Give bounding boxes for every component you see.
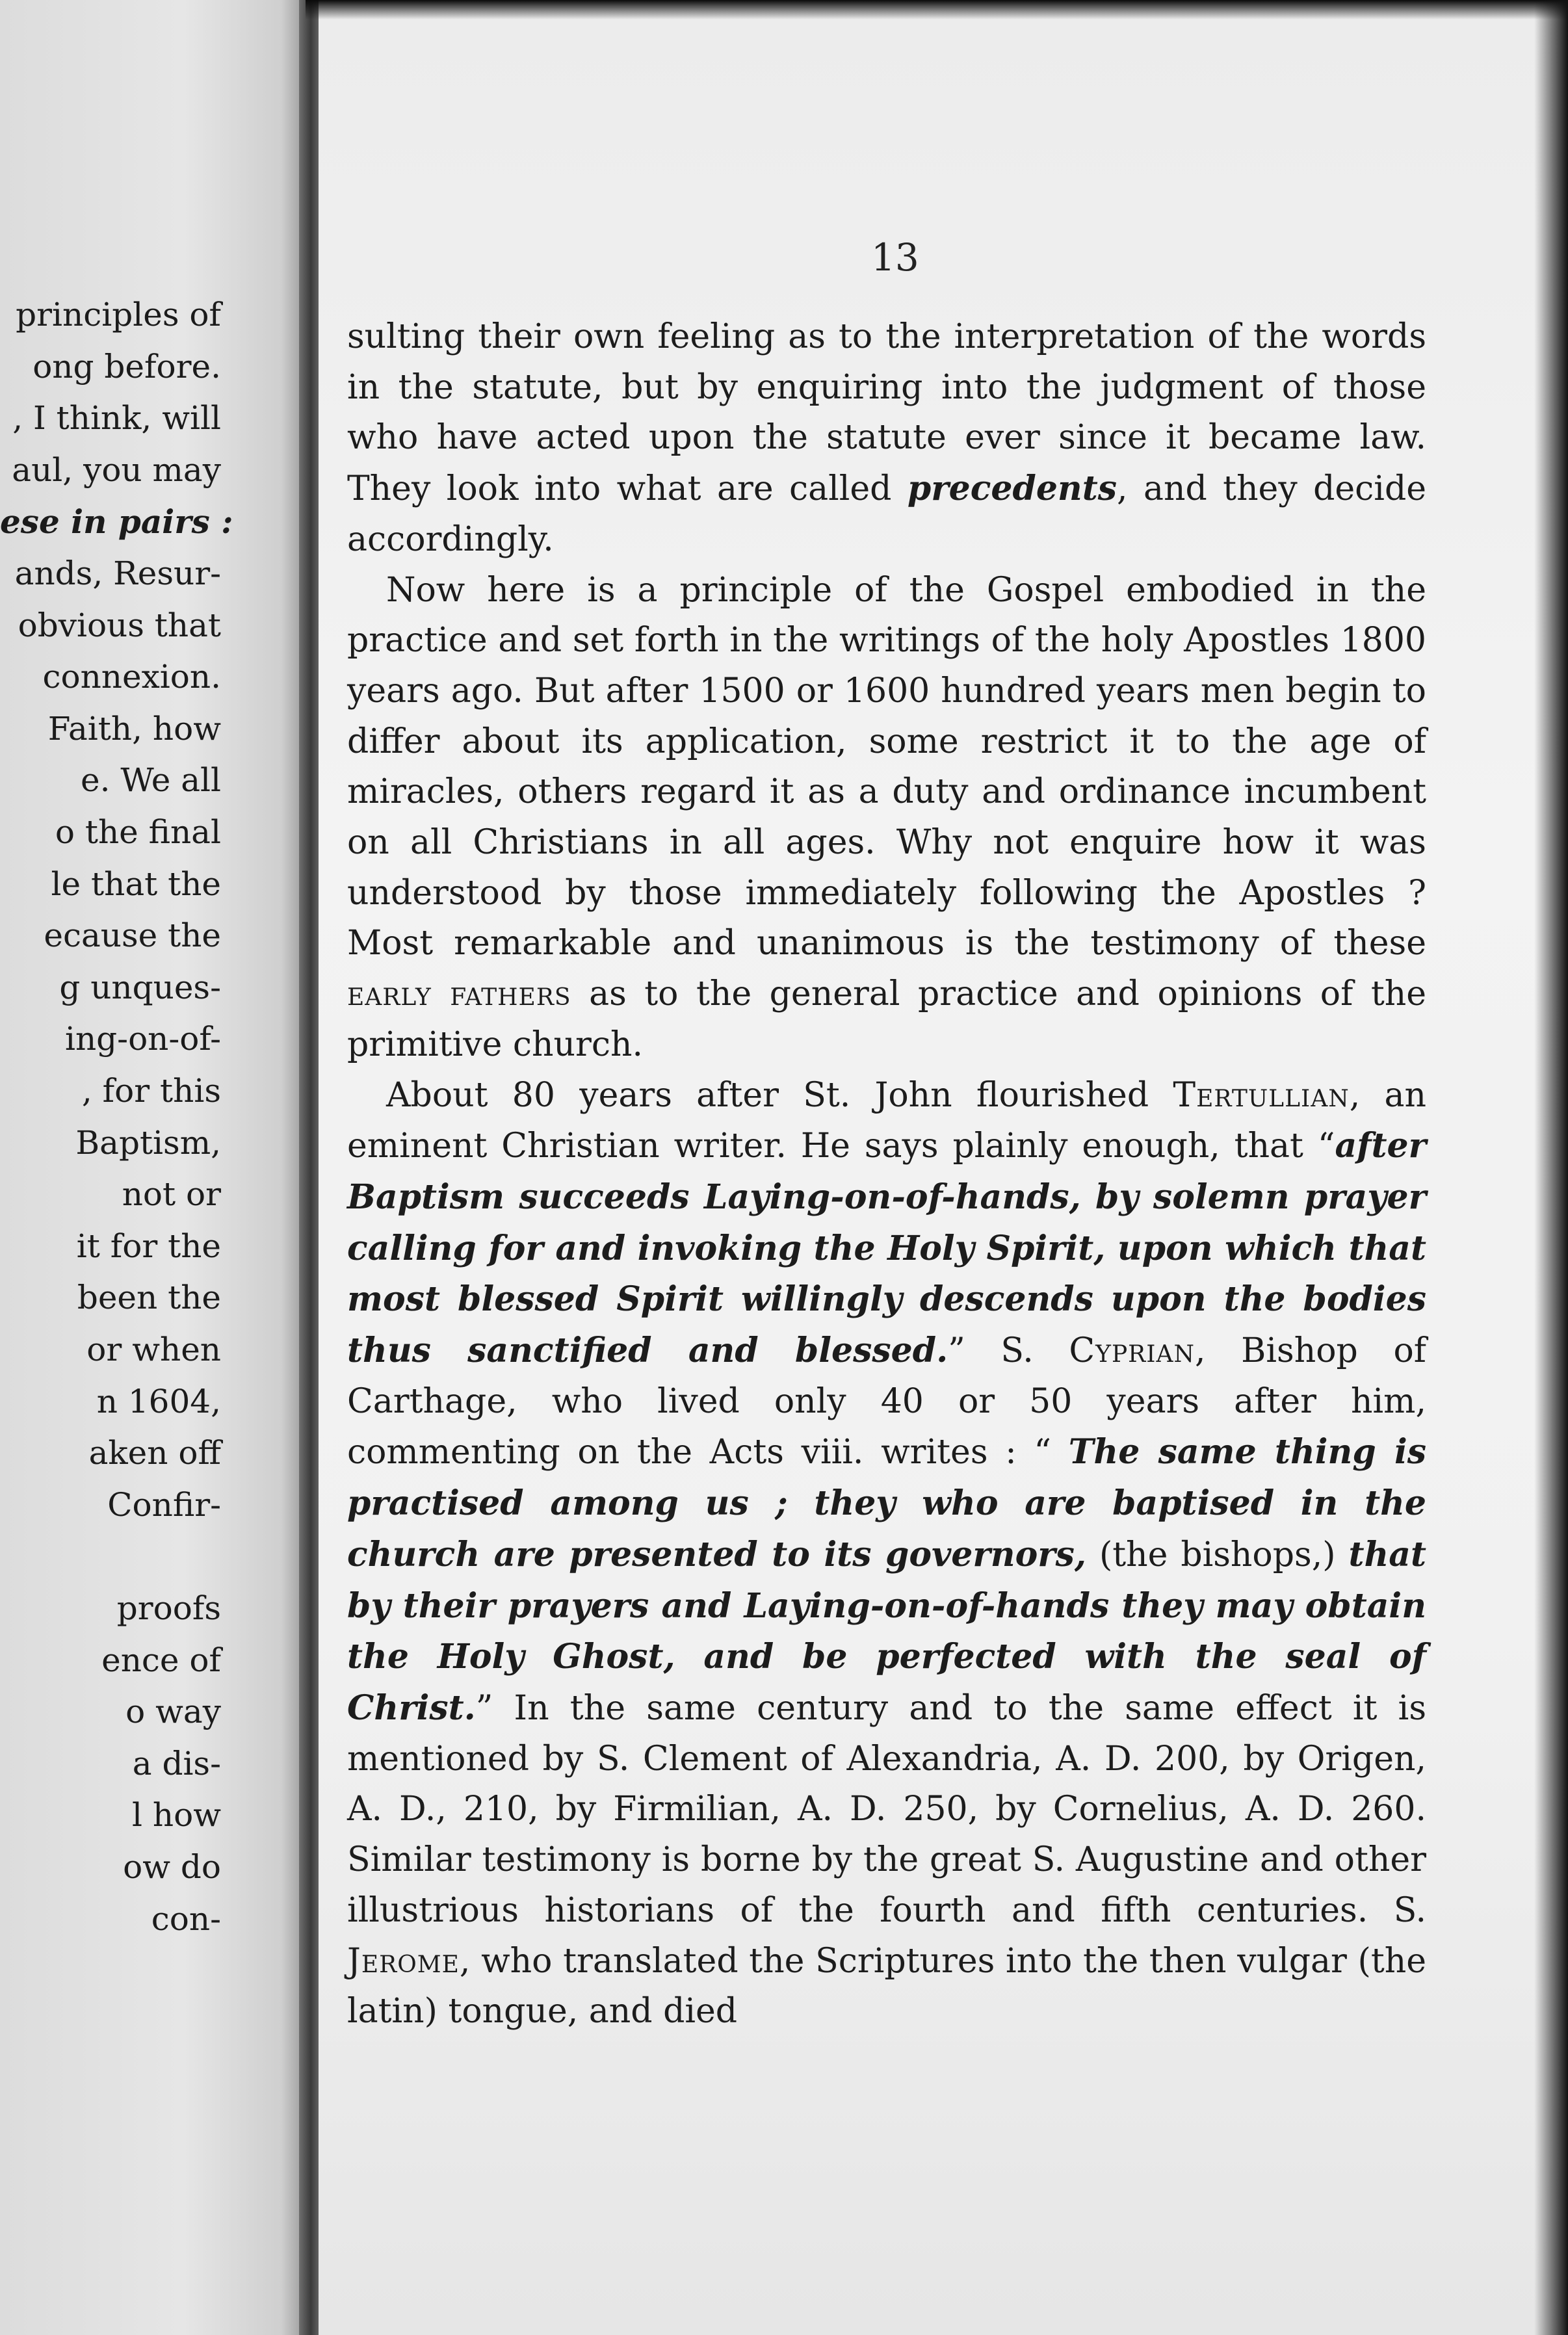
- paragraph: [347, 566, 1426, 1071]
- left-page-line: o way: [125, 1693, 221, 1731]
- left-page-line: con-: [151, 1899, 221, 1938]
- text-run: ” S.: [948, 1331, 1069, 1371]
- text-run: as to the general practice and opinions of the primitive church.: [347, 974, 1426, 1064]
- left-page-line: ands, Resur-: [14, 554, 221, 592]
- text-run: , Bishop of Carthage, who lived only 40 or 50 years after him, commenting on the Acts viii. writes : “: [347, 1331, 1426, 1472]
- body-text: [347, 312, 1426, 2037]
- left-page-line: n 1604,: [96, 1382, 221, 1420]
- left-page-line: ing-on-of-: [64, 1020, 221, 1058]
- paragraph: [347, 312, 1426, 566]
- text-run: sulting their own feeling as to the interpretation of the words in the statute, but by enquiring into the judgment of those who have acted upon the statute ever since it became law. They look into what are called: [347, 317, 1426, 509]
- left-page-line: e. We all: [81, 761, 221, 800]
- left-page-line: proofs: [116, 1589, 221, 1627]
- left-page-line: le that the: [51, 865, 221, 903]
- left-page-line: principles of: [16, 296, 221, 333]
- left-page-line: ow do: [123, 1848, 221, 1886]
- left-page-line: a dis-: [132, 1744, 221, 1782]
- left-page-line: Confir-: [107, 1485, 221, 1524]
- left-page-line: ese in pairs :: [0, 502, 233, 541]
- text-run: , an eminent Christian writer. He says plainly enough, that “: [347, 1075, 1426, 1166]
- text-run: , who translated the Scriptures into the then vulgar (the latin) tongue, and died: [347, 1941, 1426, 2031]
- italic-text: after Baptism succeeds Laying-on-of-hands, by solemn prayer calling for and invoking the Holy Spirit, upon which that most blessed Spirit willingly descends upon the bodies thus sanctified and blessed.: [347, 1126, 1426, 1371]
- top-shadow: [306, 0, 1568, 20]
- small-caps-name: Jerome: [347, 1941, 460, 1981]
- left-page-line: ence of: [101, 1641, 221, 1679]
- small-caps-name: early fathers: [347, 974, 571, 1014]
- left-page-line: aul, you may: [12, 450, 221, 489]
- left-page-line: , for this: [81, 1072, 221, 1110]
- left-page-line: l how: [132, 1796, 221, 1834]
- previous-page-edge: [0, 0, 306, 2335]
- left-page-line: obvious that: [18, 606, 221, 644]
- left-page-line: , I think, will: [12, 399, 221, 437]
- left-page-line: aken off: [88, 1434, 221, 1472]
- left-page-line: been the: [77, 1279, 221, 1317]
- paragraph: [347, 1071, 1426, 2037]
- left-page-line: or when: [86, 1331, 221, 1368]
- small-caps-name: Tertullian: [1173, 1075, 1350, 1115]
- italic-text: The same thing is practised among us ; they who are baptised in the church are presented to its governors,: [347, 1432, 1426, 1574]
- italic-text: that by their prayers and Laying-on-of-hands they may obtain the Holy Ghost, and be perfected with the seal of Christ.: [347, 1534, 1426, 1728]
- left-page-line: Baptism,: [75, 1123, 221, 1162]
- page-number: 13: [871, 235, 919, 280]
- left-page-line: connexion.: [42, 658, 221, 696]
- italic-text: precedents: [907, 469, 1117, 509]
- left-page-line: not or: [122, 1175, 221, 1214]
- text-run: , and they decide accordingly.: [347, 469, 1427, 559]
- left-page-line: ong before.: [33, 347, 221, 385]
- text-run: ” In the same century and to the same effect it is mentioned by S. Clement of Alexandria, A. D. 200, by Origen, A. D., 210, by Firmilian, A. D. 250, by Cornelius, A. D. 260. Similar testimony is borne by the great S. Augustine and other illustrious historians of the fourth and fifth centuries. S.: [347, 1688, 1426, 1930]
- left-page-line: o the final: [55, 813, 221, 851]
- text-run: About 80 years after St. John flourished: [386, 1075, 1173, 1115]
- left-page-line: Faith, how: [47, 709, 221, 748]
- right-page-edge: [1534, 0, 1568, 2335]
- small-caps-name: Cyprian: [1069, 1331, 1195, 1371]
- left-page-line: ecause the: [44, 917, 221, 955]
- left-page-line: it for the: [76, 1227, 221, 1265]
- text-run: (the bishops,): [1086, 1535, 1349, 1574]
- left-page-line: g unques-: [59, 968, 221, 1006]
- text-run: Now here is a principle of the Gospel embodied in the practice and set forth in the writings of the holy Apostles 1800 years ago. But after 1500 or 1600 hundred years men begin to differ about its application, some restrict it to the age of miracles, others regard it as a duty and ordinance incumbent on all Christians in all ages. Why not enquire how it was understood by those immediately following the Apostles ? Most remarkable and unanimous is the testimony of these: [347, 570, 1426, 963]
